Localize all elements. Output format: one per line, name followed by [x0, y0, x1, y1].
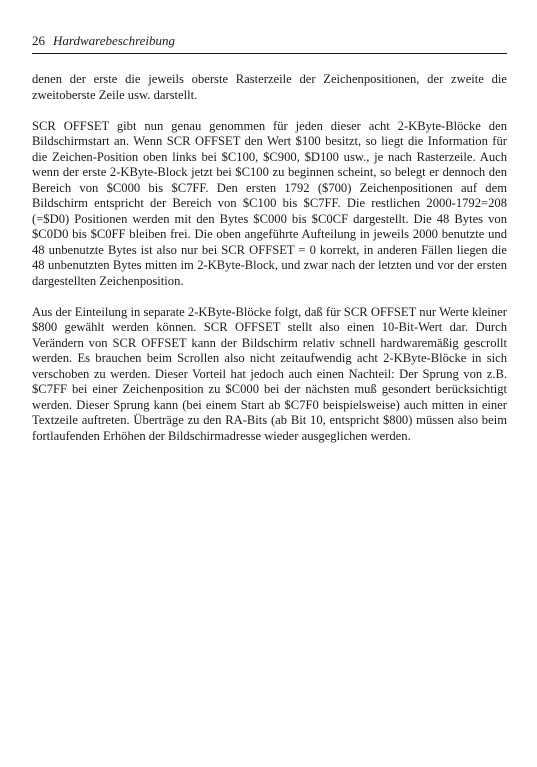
text-body: [32, 72, 507, 444]
paragraph: denen der erste die jeweils oberste Rasterzeile der Zeichenpositionen, der zweite die zweitoberste Zeile usw. darstellt.: [32, 72, 507, 102]
paragraph: SCR OFFSET gibt nun genau genommen für jeden dieser acht 2-KByte-Blöcke den Bildschirmstart an. Wenn SCR OFFSET den Wert $100 besitzt, so liegt die Information für die Zeichen-Position oben links bei $C100, $C900, $D100 usw., je nach Rasterzeile. Auch wenn der erste 2-KByte-Block jetzt bei $C100 zu beginnen scheint, so belegt er dennoch den Bereich von $C000 bis $C7FF. Den ersten 1792 ($700) Zeichenpositionen auf dem Bildschirm entspricht der Bereich von $C100 bis $C7FF. Die restlichen 2000-1792=208 (=$D0) Positionen werden mit den Bytes $C000 bis $C0CF dargestellt. Die 48 Bytes von $C0D0 bis $C0FF bleiben frei. Die oben angeführte Aufteilung in jeweils 2000 benutzte und 48 unbenutzte Bytes ist also nur bei SCR OFFSET = 0 korrekt, in anderen Fällen liegen die 48 unbenutzten Bytes mitten im 2-KByte-Block, und zwar nach der letzten und vor der ersten dargestellten Zeichenposition.: [32, 118, 507, 288]
running-title: Hardwarebeschreibung: [53, 33, 176, 48]
page-header: [32, 33, 507, 49]
page-number: 26: [32, 33, 45, 48]
paragraph: Aus der Einteilung in separate 2-KByte-Blöcke folgt, daß für SCR OFFSET nur Werte kleiner $800 gewählt werden können. SCR OFFSET stellt also einen 10-Bit-Wert dar. Durch Verändern von SCR OFFSET kann der Bildschirm relativ schnell hardwaremäßig gescrollt werden. Es brauchen beim Scrollen also nicht zeitaufwendig acht 2-KByte-Blöcke in sich verschoben zu werden. Dieser Vorteil hat jedoch auch einen Nachteil: Der Sprung von z.B. $C7FF bei einer Zeichenposition zu $C000 bei der nächsten muß gesondert berücksichtigt werden. Dieser Sprung kann (bei einem Start ab $C7F0 beispielsweise) auch mitten in einer Textzeile auftreten. Überträge zu den RA-Bits (ab Bit 10, entspricht $800) müssen also beim fortlaufenden Erhöhen der Bildschirmadresse wieder ausgeglichen werden.: [32, 304, 507, 443]
header-rule: [32, 53, 507, 54]
